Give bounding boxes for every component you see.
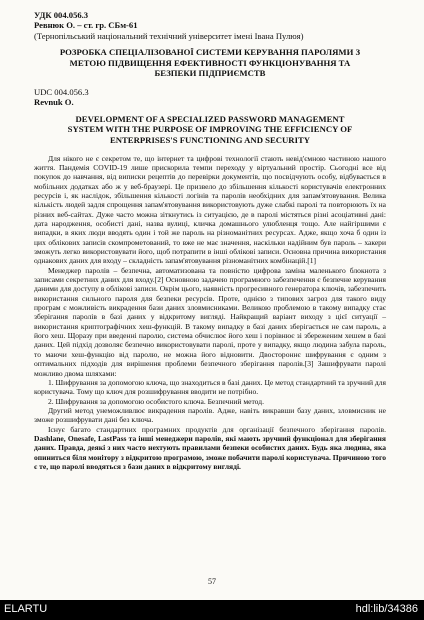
title-en	[38, 114, 382, 146]
author-ua: Ревнюк О. – ст. гр. СБм-61	[34, 20, 138, 31]
footer-bar	[0, 600, 424, 620]
list-item: 2. Шифрування за допомогою особистого ключа. Безпечний метод.	[48, 396, 264, 406]
title-ua	[38, 47, 382, 79]
footer-left-label: ELARTU	[4, 603, 48, 615]
body-paragraph	[34, 425, 386, 472]
title-en-line: SYSTEM WITH THE PURPOSE OF IMPROVING THE EFFICIENCY OF	[67, 124, 353, 135]
body-text: Існує багато стандартних програмних продуктів для організації безпечного зберігання паролів.	[48, 424, 386, 434]
footer-right-label: hdl:lib/34386	[355, 603, 418, 615]
affiliation-ua: (Тернопільський національний технічний університет імені Івана Пулюя)	[34, 30, 304, 41]
udc-ua: УДК 004.056.3	[34, 10, 89, 20]
body-paragraph: Менеджер паролів – безпечна, автоматизована та повністю цифрова заміна маленького блокнота з записами секретних даних для входу.[2] Основною задачею програмного забезпечення є безпечне керування даними для доступу в облікові записи. Окрім цього, наявність прогресивного генератора ключів, забезпечить використання сильного пароля для безпеки ресурсів. Проте, однією з типових загроз для такого виду програм є можливість викрадення бази даних зловмисниками. Великою проблемою в такому випадку стає зберігання паролів в базі даних у відкритому вигляді. Найкращий варіант виходу з цієї ситуації – використання криптографічних хеш-функцій. В такому випадку в базі даних зберігається не сам пароль, а його хеш. Щоразу при введенні паролю, система обчислює його хеш і порівнює зі збереженим хешем в базі даних. Цей підхід дозволяє безпечно використовувати паролі, проте у випадку, якщо людина забула пароль, то маючи хеш-функцію від паролю, не можна його відновити. Двостороннє шифрування є одним з оптимальних підходів для вирішення проблеми безпечного зберігання паролів.[3] Зашифрувати паролі можливо двома шляхами:	[34, 265, 386, 378]
title-ua-line: БЕЗПЕКИ ПІДПРИЄМСТВ	[154, 68, 266, 79]
udc-en: UDC 004.056.3	[34, 87, 89, 97]
page-number: 57	[208, 577, 216, 586]
list-item: 1. Шифрування за допомогою ключа, що знаходиться в базі даних. Це метод стандартний та зручний для користувача. Тому що ключ для розшифрування вводити не потрібно.	[34, 377, 386, 397]
title-ua-line: МЕТОЮ ПІДВИЩЕННЯ ЕФЕКТИВНОСТІ ФУНКЦІОНУВАННЯ ТА	[69, 57, 351, 68]
title-en-line: DEVELOPMENT OF A SPECIALIZED PASSWORD MANAGEMENT	[75, 113, 345, 124]
body-paragraph: Для нікого не є секретом те, що інтернет та цифрові технології стають невід'ємною частиною нашого життя. Пандемія COVID-19 лише прискорила темпи переходу у віртуальний простір. Сьогодні все від покупок до навчання, від виписки рецептів до перевірки документів, що посвідчують особу, відбувається в мобільних додатках або ж у веб-браузері. Це призвело до збільшення кількості користувачів електронних ресурсів і, як наслідок, збільшення кількості логінів та паролів необхідних для запам'ятовування. Велика кількість людей задля спрощення запам'ятовування використовують дуже слабкі паролі та повторюють їх на різних веб-сайтах. Дуже часто можна зіткнутись із ситуацією, де в паролі містяться різні асоціативні дані: дата народження, особисті дані, назва вулиці, кличка домашнього улюбленця тощо. Але найгіршими є випадки, в яких люди вводять один і той же пароль на різноманітних ресурсах. Адже, якщо хоча б один із цих облікових записів скомпрометований, то вже не має значення, наскільки надійним був пароль – хакери зможуть легко використовувати його, щоб потрапити в інші облікові записи. Основна причина використання однакових даних для входу – складність запам'ятовування різноманітних комбінацій.[1]	[34, 153, 386, 266]
body-paragraph: Другий метод унеможливлює викрадення паролів. Адже, навіть викравши базу даних, зловмисник не зможе розшифрувати дані без ключа.	[34, 405, 386, 425]
body-bold-text: Dashlane, Onesafe, LastPass та інші менеджери паролів, які мають зручний функціонал для зберігання даних. Правда, деякі з них часто нехтують правилами безпеки особистих даних. Будь яка людина, яка опиниться біля монітору з відкритою програмою, зможе побачити паролі користувача. Причиною того є те, що паролі вводяться з бази даних в відкритому вигляді.	[34, 433, 386, 471]
author-en: Revnuk O.	[34, 97, 74, 108]
title-ua-line: РОЗРОБКА СПЕЦІАЛІЗОВАНОЇ СИСТЕМИ КЕРУВАННЯ ПАРОЛЯМИ З	[59, 47, 361, 58]
title-en-line: ENTERPRISES'S FUNCTIONING AND SECURITY	[109, 135, 311, 145]
